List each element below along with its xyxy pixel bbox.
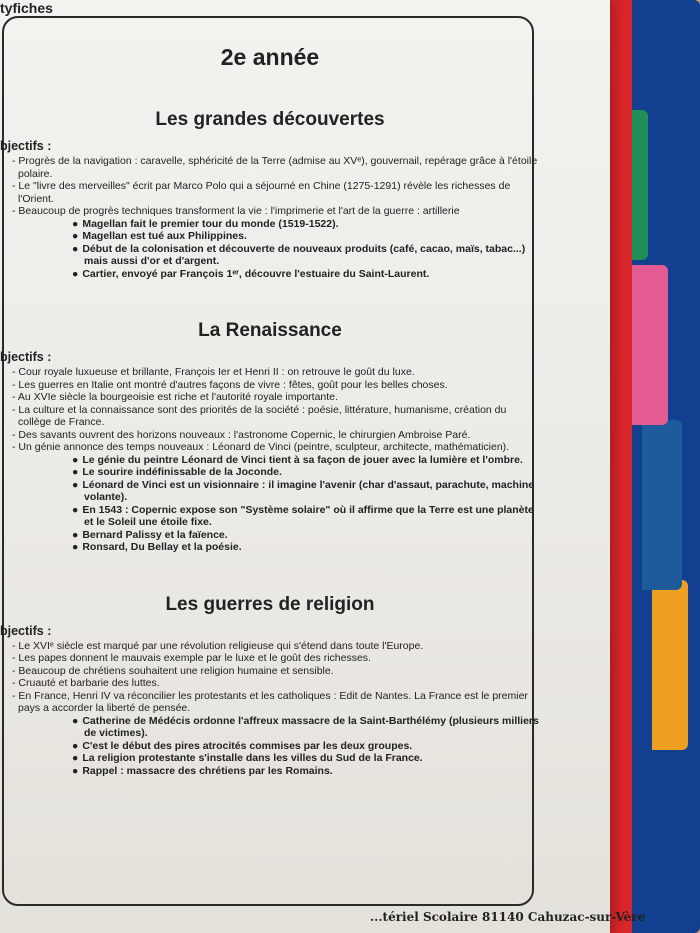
publisher-footer: ...tériel Scolaire 81140 Cahuzac-sur-Vère: [370, 910, 646, 924]
bullet-point: ● Ronsard, Du Bellay et la poésie.: [0, 541, 540, 554]
bullet-point: ● C'est le début des pires atrocités commises par les deux groupes.: [0, 740, 540, 753]
divider-tab-orange: [652, 580, 688, 750]
objective-line: - Au XVIe siècle la bourgeoisie est riche et l'autorité royale importante.: [12, 391, 338, 403]
section-2: [0, 594, 540, 778]
bullet-point: ● Magellan fait le premier tour du monde (1519-1522).: [0, 218, 540, 231]
objectives-label: bjectifs :: [0, 623, 52, 638]
bullet-point: ● Début de la colonisation et découverte de nouveaux produits (café, cacao, maïs, tabac...) mais aussi d'or et d'argent.: [0, 243, 540, 268]
bullet-point: ● Magellan est tué aux Philippines.: [0, 230, 540, 243]
section-title: Les guerres de religion: [165, 593, 375, 615]
objective-line: - Progrès de la navigation : caravelle, sphéricité de la Terre (admise au XVᵉ), gouvernail, repérage grâce à l'étoile polaire.: [12, 155, 538, 180]
objective-line: - Les guerres en Italie ont montré d'autres façons de vivre : fêtes, goût pour les belles choses.: [12, 378, 448, 391]
bullet-point: ● Catherine de Médécis ordonne l'affreux massacre de la Saint-Barthélémy (plusieurs milliers de victimes).: [0, 715, 540, 740]
section-title: La Renaissance: [198, 320, 342, 341]
grade-title: 2e année: [220, 44, 320, 70]
objective-line: - Un génie annonce des temps nouveaux : Léonard de Vinci (peintre, sculpteur, architecte, mathématicien).: [12, 441, 510, 453]
worksheet-content: [0, 44, 540, 817]
objective-line: - Le "livre des merveilles" écrit par Marco Polo qui a séjourné en Chine (1275-1291) révèle les richesses de l'Orient.: [12, 180, 511, 205]
bullet-point: ● Le sourire indéfinissable de la Joconde.: [0, 466, 540, 479]
objective-line: - Cruauté et barbarie des luttes.: [12, 677, 160, 689]
objective-line: - Beaucoup de chrétiens souhaitent une religion humaine et sensible.: [12, 664, 334, 677]
divider-tab-pink: [630, 265, 668, 425]
section-1: [0, 320, 540, 554]
bullet-point: ● Rappel : massacre des chrétiens par les Romains.: [0, 765, 540, 778]
objectives-label: bjectifs :: [0, 139, 52, 153]
objective-line: - Les papes donnent le mauvais exemple par le luxe et le goût des richesses.: [12, 652, 371, 664]
objective-line: - Cour royale luxueuse et brillante, François Ier et Henri II : on retrouve le goût du luxe.: [12, 366, 415, 378]
objective-line: - La culture et la connaissance sont des priorités de la société : poésie, littérature, humanisme, création du collège de France.: [12, 403, 507, 428]
bullet-point: ● Cartier, envoyé par François 1ᵉʳ, découvre l'estuaire du Saint-Laurent.: [0, 268, 540, 281]
bullet-point: ● Léonard de Vinci est un visionnaire : il imagine l'avenir (char d'assaut, parachute, machine volante).: [0, 479, 540, 504]
section-title: Les grandes découvertes: [155, 109, 385, 130]
objective-line: - Des savants ouvrent des horizons nouveaux : l'astronome Copernic, le chirurgien Ambroise Paré.: [12, 428, 471, 441]
divider-tab-blue: [642, 420, 682, 590]
brand-label: tyfiches: [0, 0, 53, 16]
bullet-point: ● Le génie du peintre Léonard de Vinci tient à sa façon de jouer avec la lumière et l'ombre.: [0, 454, 540, 467]
objective-line: - Beaucoup de progrès techniques transforment la vie : l'imprimerie et l'art de la guerre : artillerie: [12, 205, 460, 217]
bullet-point: ● La religion protestante s'installe dans les villes du Sud de la France.: [0, 752, 540, 765]
bullet-point: ● En 1543 : Copernic expose son "Système solaire" où il affirme que la Terre est une planète et le Soleil une étoile fixe.: [0, 504, 540, 529]
bullet-point: ● Bernard Palissy et la faïence.: [0, 529, 540, 542]
objective-line: - En France, Henri IV va réconcilier les protestants et les catholiques : Edit de Nantes. La France est le premier pays a accorder la liberté de pensée.: [12, 689, 528, 714]
objective-line: - Le XVIᵉ siècle est marqué par une révolution religieuse qui s'étend dans toute l'Europe.: [12, 639, 424, 652]
section-0: [0, 109, 540, 280]
objectives-label: bjectifs :: [0, 350, 52, 364]
